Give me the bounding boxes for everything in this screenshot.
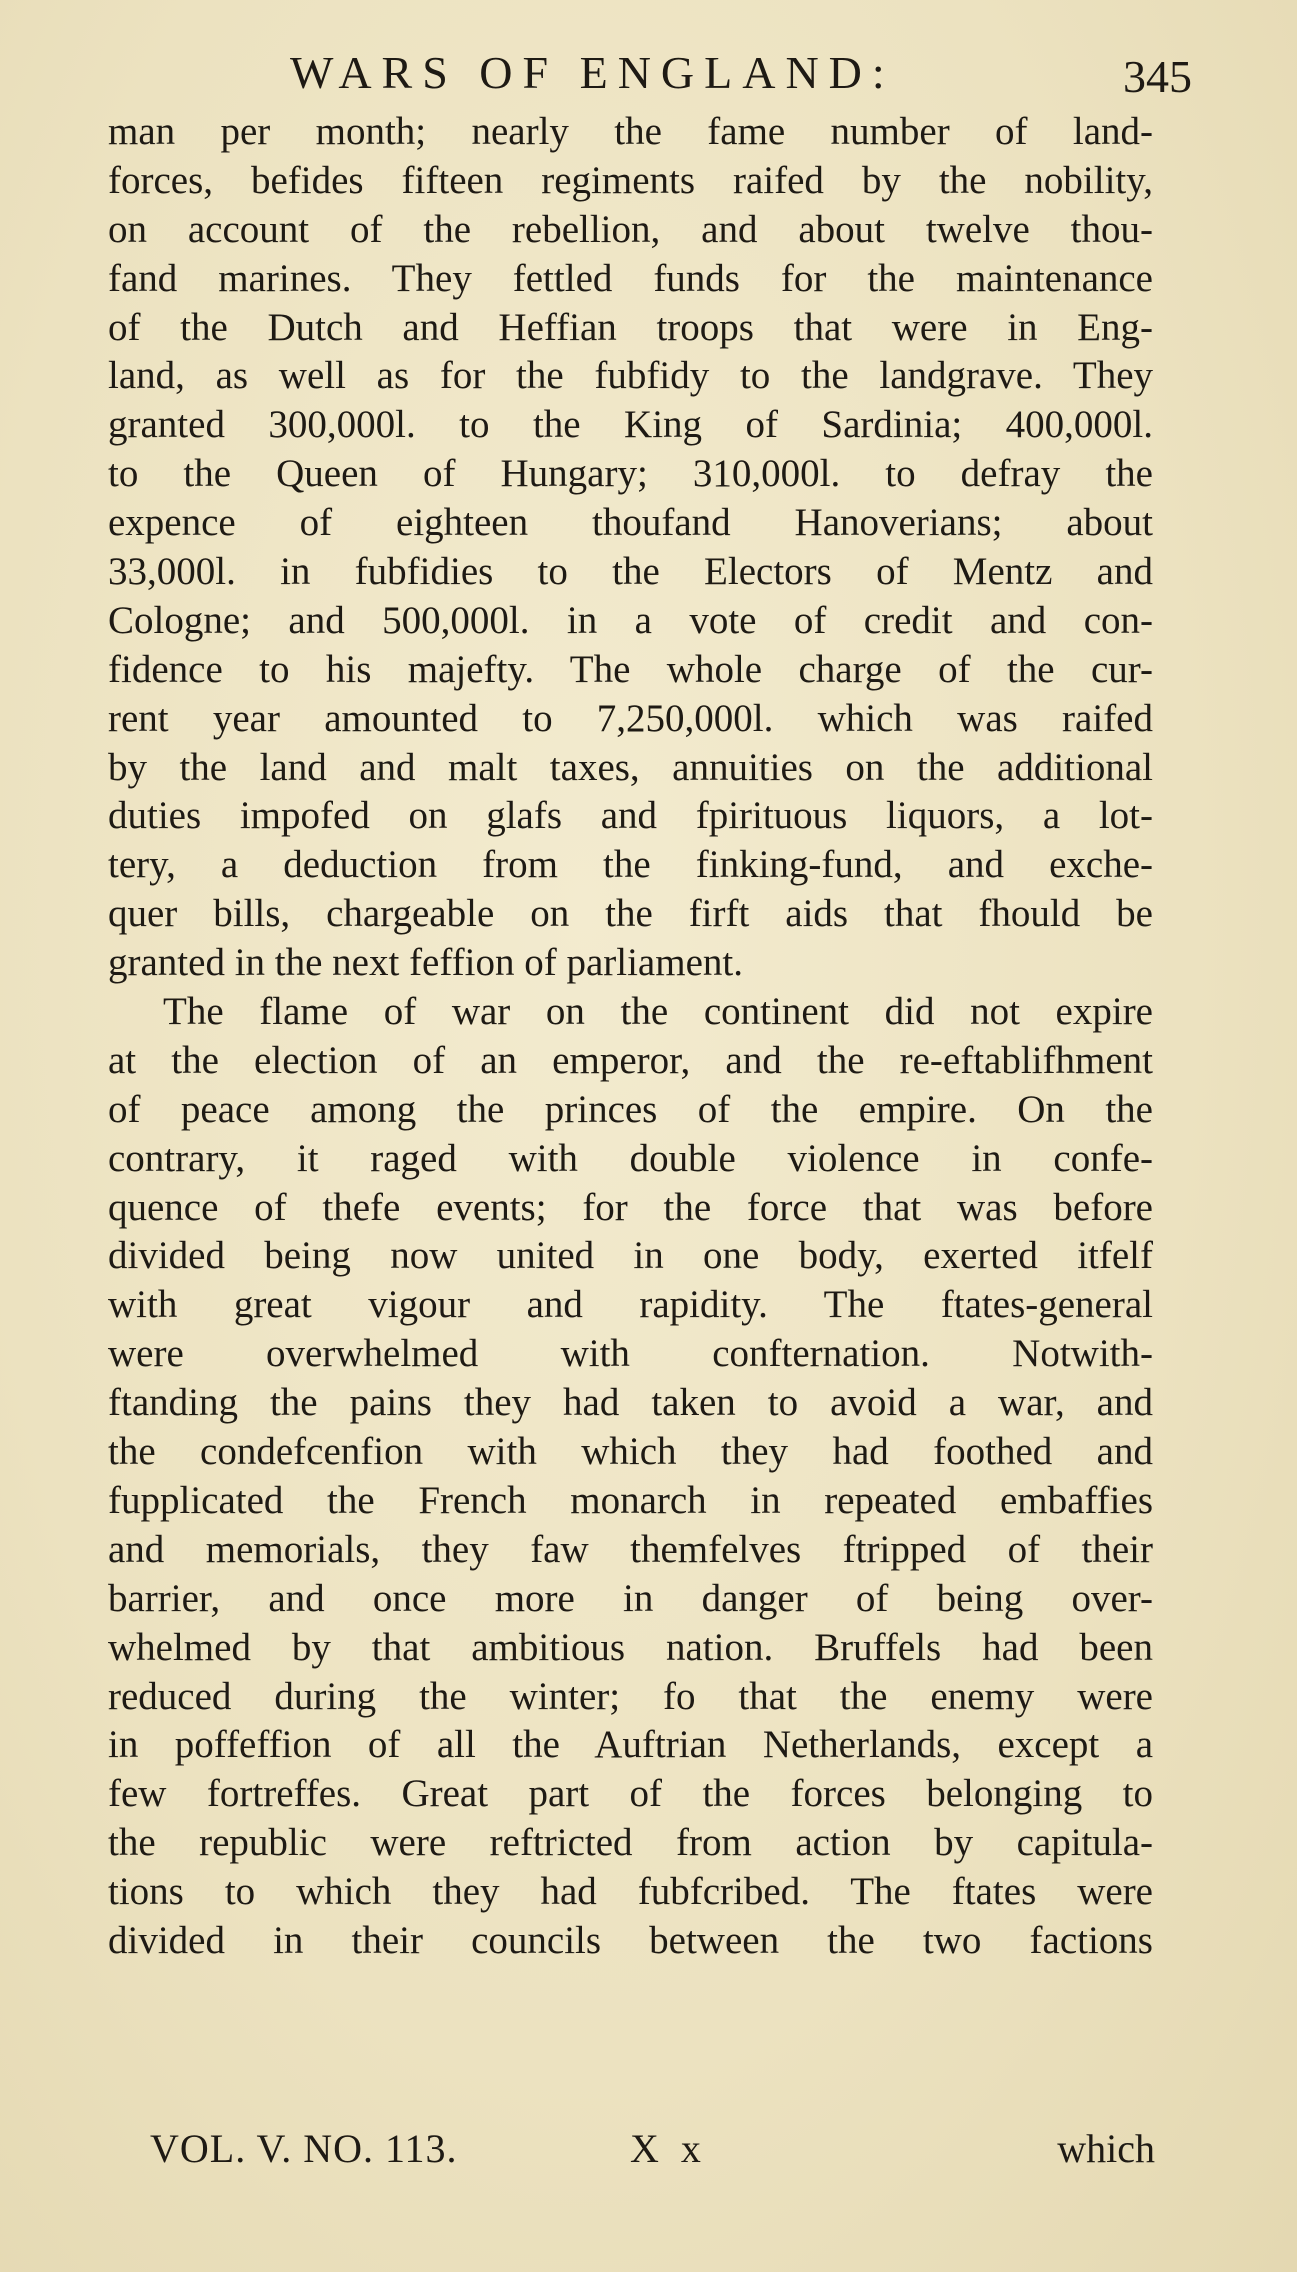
- text-line: were overwhelmed with confternation. Notwith-: [108, 1332, 1153, 1376]
- text-line: in poffeffion of all the Auftrian Netherlands, except a: [108, 1723, 1153, 1767]
- text-line: the republic were reftricted from action by capitula-: [108, 1821, 1153, 1865]
- text-line: divided in their councils between the two factions: [108, 1918, 1153, 1962]
- text-line: forces, befides fifteen regiments raifed by the nobility,: [108, 158, 1153, 202]
- text-line: fidence to his majefty. The whole charge of the cur-: [108, 647, 1153, 691]
- text-line: whelmed by that ambitious nation. Bruffels had been: [108, 1625, 1153, 1669]
- page-footer: [150, 2125, 1155, 2185]
- text-line: expence of eighteen thoufand Hanoverians; about: [108, 501, 1153, 545]
- text-line: duties impofed on glafs and fpirituous liquors, a lot-: [108, 794, 1153, 838]
- text-line: ftanding the pains they had taken to avoid a war, and: [108, 1381, 1153, 1425]
- text-line: fand marines. They fettled funds for the maintenance: [108, 256, 1153, 300]
- text-line: at the election of an emperor, and the re-eftablifhment: [108, 1038, 1153, 1082]
- text-line: by the land and malt taxes, annuities on the additional: [108, 745, 1153, 789]
- catchword: which: [1057, 2126, 1155, 2171]
- text-line: to the Queen of Hungary; 310,000l. to defray the: [108, 452, 1153, 496]
- text-line: divided being now united in one body, exerted itfelf: [108, 1234, 1153, 1278]
- text-line: granted 300,000l. to the King of Sardinia; 400,000l.: [108, 403, 1153, 447]
- text-line: the condefcenfion with which they had foothed and: [108, 1430, 1153, 1474]
- text-line: Cologne; and 500,000l. in a vote of credit and con-: [108, 598, 1153, 642]
- running-title: WARS OF ENGLAND:: [290, 47, 895, 98]
- text-line: quence of thefe events; for the force that was before: [108, 1185, 1153, 1229]
- text-line: on account of the rebellion, and about twelve thou-: [108, 207, 1153, 251]
- text-line: barrier, and once more in danger of being over-: [108, 1576, 1153, 1620]
- text-line: of the Dutch and Heffian troops that were in Eng-: [108, 305, 1153, 349]
- body-text: [108, 108, 1153, 1966]
- text-line: tions to which they had fubfcribed. The ftates were: [108, 1870, 1153, 1914]
- signature-mark: X x: [630, 2126, 707, 2171]
- text-line: land, as well as for the fubfidy to the landgrave. They: [108, 354, 1153, 398]
- page-header: [290, 42, 1210, 112]
- text-line: of peace among the princes of the empire. On the: [108, 1087, 1153, 1131]
- text-line: granted in the next feffion of parliament.: [108, 941, 743, 985]
- text-line: reduced during the winter; fo that the enemy were: [108, 1674, 1153, 1718]
- text-line: quer bills, chargeable on the firft aids that fhould be: [108, 892, 1153, 936]
- text-line: man per month; nearly the fame number of land-: [108, 110, 1153, 153]
- text-line: fupplicated the French monarch in repeated embaffies: [108, 1478, 1153, 1522]
- text-line: few fortreffes. Great part of the forces belonging to: [108, 1772, 1153, 1816]
- text-line: contrary, it raged with double violence in confe-: [108, 1136, 1153, 1180]
- volume-signature: VOL. V. NO. 113.: [150, 2126, 458, 2171]
- text-line: and memorials, they faw themfelves ftripped of their: [108, 1527, 1153, 1571]
- text-line: with great vigour and rapidity. The ftates-general: [108, 1283, 1153, 1327]
- text-line: 33,000l. in fubfidies to the Electors of Mentz and: [108, 550, 1153, 594]
- text-line: The flame of war on the continent did not expire: [163, 990, 1153, 1034]
- text-line: tery, a deduction from the finking-fund, and exche-: [108, 843, 1153, 887]
- page-number: 345: [1123, 51, 1192, 102]
- text-line: rent year amounted to 7,250,000l. which was raifed: [108, 696, 1153, 740]
